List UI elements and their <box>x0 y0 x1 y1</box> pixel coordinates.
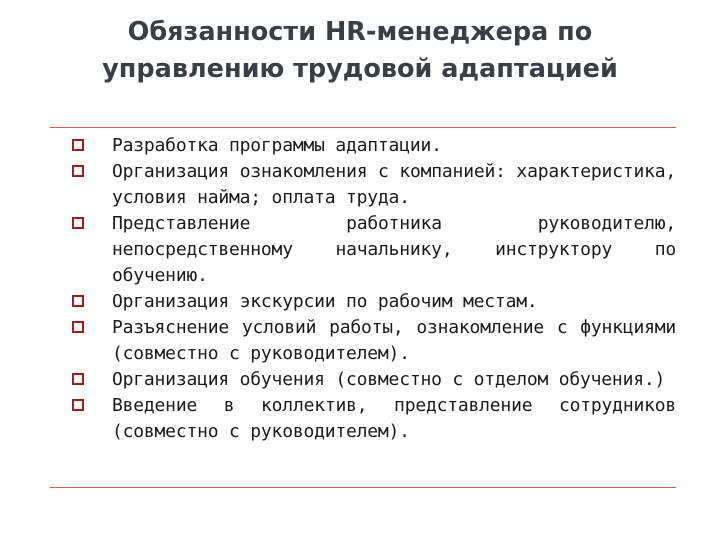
bullet-text: Разъяснение условий работы, ознакомление с функциями (совместно с руководителем). <box>112 317 676 364</box>
top-divider <box>50 127 676 128</box>
hollow-square-bullet-icon <box>72 373 84 385</box>
bullet-item <box>0 133 720 159</box>
hollow-square-bullet-icon <box>72 399 84 411</box>
hollow-square-bullet-icon <box>72 295 84 307</box>
hollow-square-bullet-icon <box>72 321 84 333</box>
bullet-text: Введение в коллектив, представление сотрудников (совместно с руководителем). <box>112 395 676 442</box>
slide-title: Обязанности HR-менеджера по управлению трудовой адаптацией <box>102 17 618 84</box>
bullet-item <box>0 211 720 289</box>
bottom-divider <box>50 487 676 488</box>
bullet-item <box>0 367 720 393</box>
hollow-square-bullet-icon <box>72 217 84 229</box>
bullet-item <box>0 289 720 315</box>
hollow-square-bullet-icon <box>72 165 84 177</box>
bullet-text: Организация ознакомления с компанией: характеристика, условия найма; оплата труда. <box>112 161 676 208</box>
bullet-item <box>0 393 720 445</box>
bullet-text: Разработка программы адаптации. <box>112 135 442 156</box>
bullet-text: Организация обучения (совместно с отделом обучения.) <box>112 369 666 390</box>
bullet-text: Организация экскурсии по рабочим местам. <box>112 291 538 312</box>
bullet-item <box>0 159 720 211</box>
bullet-list <box>0 133 720 445</box>
bullet-text: Представление работника руководителю, непосредственному начальнику, инструктору по обучению. <box>112 213 676 286</box>
bullet-item <box>0 315 720 367</box>
hollow-square-bullet-icon <box>72 139 84 151</box>
